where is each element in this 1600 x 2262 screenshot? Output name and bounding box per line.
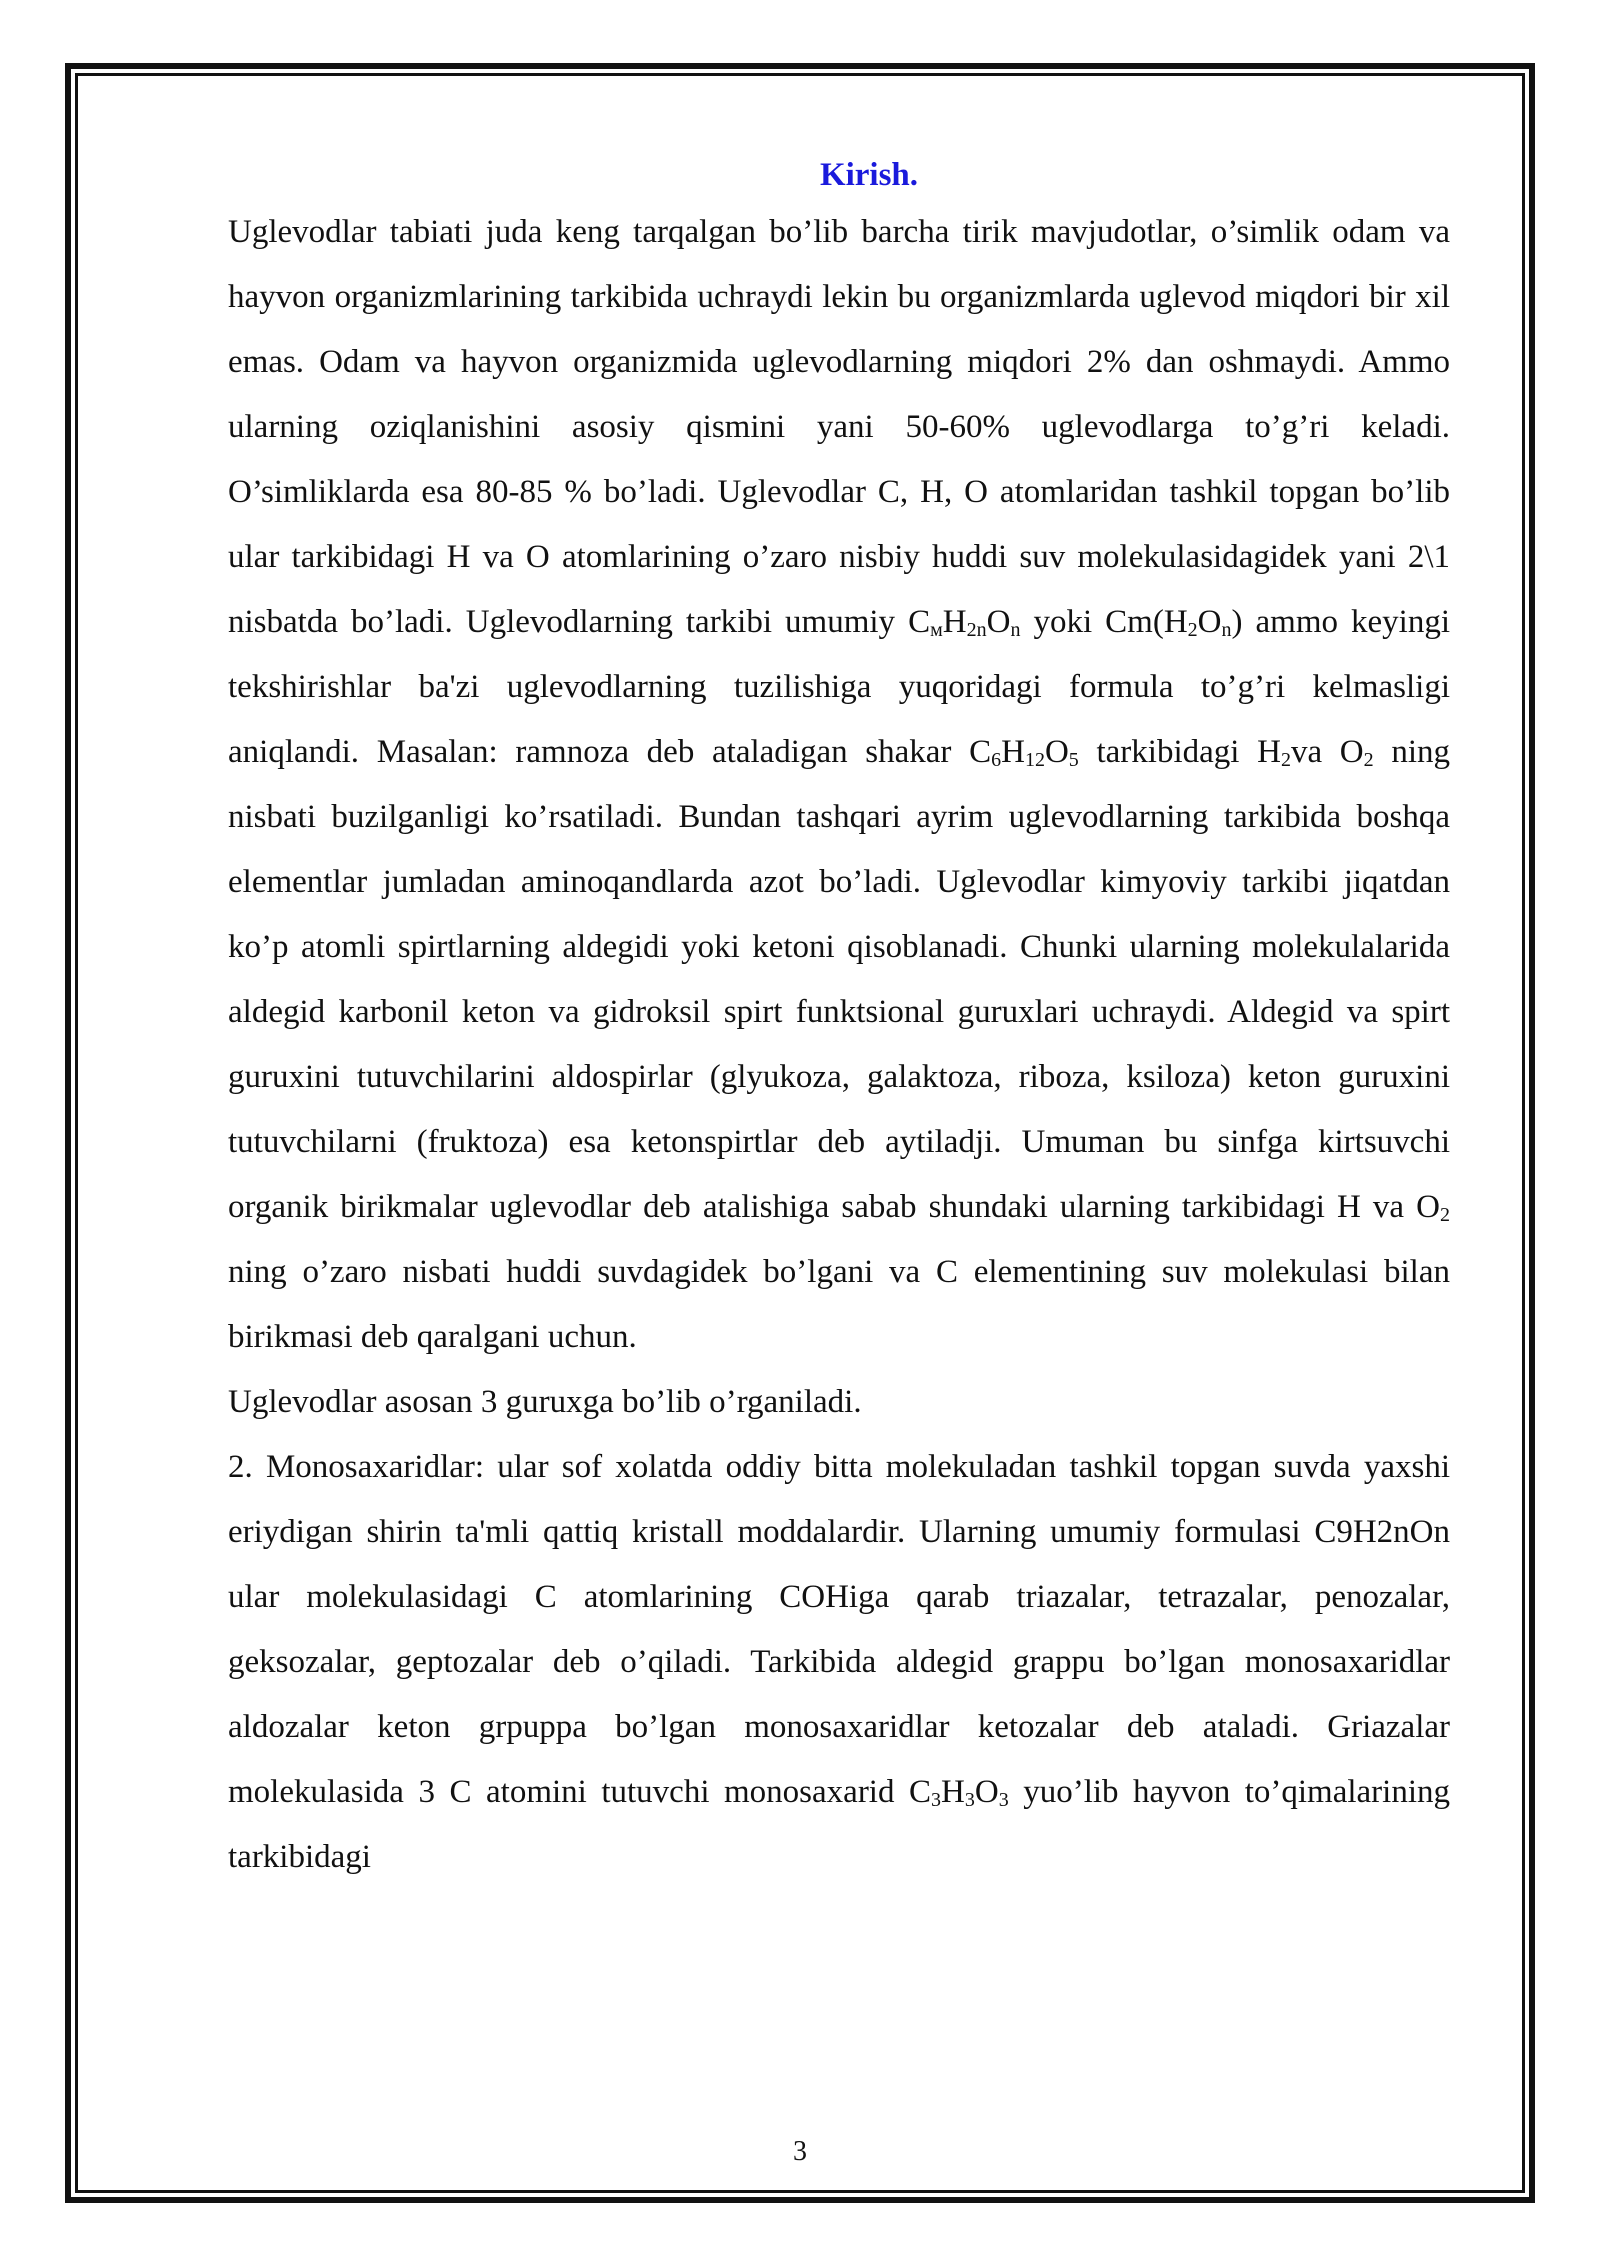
paragraph-text: H (1001, 734, 1025, 770)
paragraph-intro (228, 200, 1450, 1370)
subscript: 2 (1440, 1204, 1450, 1226)
paragraph-text: Uglevodlar tabiati juda keng tarqalgan bo’lib barcha tirik mavjudotlar, o’simlik odam va hayvon organizmlarining tarkibida uchraydi lekin bu organizmlarda uglevod miqdori bir xil emas. Odam va hayvon organizmida uglevodlarning miqdori 2% dan oshmaydi. Ammo ularning oziqlanishini asosiy qismini yani 50-60% uglevodlarga to’g’ri keladi. O’simliklarda esa 80-85 % bo’ladi. Uglevodlar C, H, O atomlaridan tashkil topgan bo’lib ular tarkibidagi H va O atomlarining o’zaro nisbiy huddi suv molekulasidagidek yani 2\1 nisbatda bo’ladi. Uglevodlarning tarkibi umumiy C (228, 214, 1450, 640)
paragraph-text: O (1197, 604, 1222, 640)
subscript: 3 (998, 1789, 1009, 1811)
page-number: 3 (793, 2136, 807, 2167)
subscript: м (930, 619, 943, 641)
subscript: 2 (1187, 619, 1198, 641)
subscript: 5 (1068, 749, 1079, 771)
paragraph-text: H (942, 604, 967, 640)
paragraph-text: ning nisbati buzilganligi ko’rsatiladi. Bundan tashqari ayrim uglevodlarning tarkibida boshqa elementlar jumladan aminoqandlarda azot bo’ladi. Uglevodlar kimyoviy tarkibi jiqatdan ko’p atomli spirtlarning aldegidi yoki ketoni qisoblanadi. Chunki ularning molekulalarida aldegid karbonil keton va gidroksil spirt funktsional guruxlari uchraydi. Aldegid va spirt guruxini tutuvchilarini aldospirlar (glyukoza, galaktoza, riboza, ksiloza) keton guruxini tutuvchilarni (fruktoza) esa ketonspirtlar deb aytiladji. Umuman bu sinfga kirtsuvchi organik birikmalar uglevodlar deb atalishiga sabab shundaki ularning tarkibidagi H va O (228, 734, 1450, 1225)
paragraph-text: 2. Monosaxaridlar: ular sof xolatda oddiy bitta molekuladan tashkil topgan suvda yaxshi eriydigan shirin ta'mli qattiq kristall moddalardir. Ularning umumiy formulasi C9H2nOn ular molekulasidagi C atomlarining COHiga qarab triazalar, tetrazalar, penozalar, geksozalar, geptozalar deb o’qiladi. Tarkibida aldegid grappu bo’lgan monosaxaridlar aldozalar keton grpuppa bo’lgan monosaxaridlar ketozalar deb ataladi. Griazalar molekulasida 3 C atomini tutuvchi monosaxarid C (228, 1449, 1450, 1810)
paragraph-text: yoki Cm(H (1020, 604, 1188, 640)
paragraph-groups: Uglevodlar asosan 3 guruxga bo’lib o’rganiladi. (228, 1384, 862, 1420)
paragraph-text: O (974, 1774, 999, 1810)
subscript: n (1010, 619, 1021, 641)
page-content (228, 150, 1450, 1890)
subscript: 3 (931, 1789, 941, 1811)
paragraph-text: H (941, 1774, 965, 1810)
subscript: 12 (1024, 749, 1045, 771)
paragraph-text: ) ammo keyingi tekshirishlar ba'zi uglevodlarning tuzilishiga yuqoridagi formula to’g’ri kelmasligi aniqlandi. Masalan: ramnoza deb ataladigan shakar C (228, 604, 1450, 770)
subscript: 3 (964, 1789, 975, 1811)
paragraph-monosaccharides (228, 1435, 1450, 1890)
subscript: 2n (966, 619, 987, 641)
subscript: 2 (1363, 749, 1374, 771)
subscript: 2 (1280, 749, 1291, 771)
paragraph-text: va O (1290, 734, 1364, 770)
section-title: Kirish. (819, 157, 919, 193)
subscript: 6 (991, 749, 1002, 771)
paragraph-text: O (986, 604, 1011, 640)
subscript: n (1221, 619, 1232, 641)
paragraph-text: yuo’lib hayvon to’qimalarining tarkibidagi (228, 1774, 1450, 1875)
paragraph-text: tarkibidagi H (1078, 734, 1281, 770)
paragraph-text: ning o’zaro nisbati huddi suvdagidek bo’lgani va C elementining suv molekulasi bilan birikmasi deb qaralgani uchun. (228, 1254, 1450, 1355)
paragraph-text: O (1044, 734, 1069, 770)
